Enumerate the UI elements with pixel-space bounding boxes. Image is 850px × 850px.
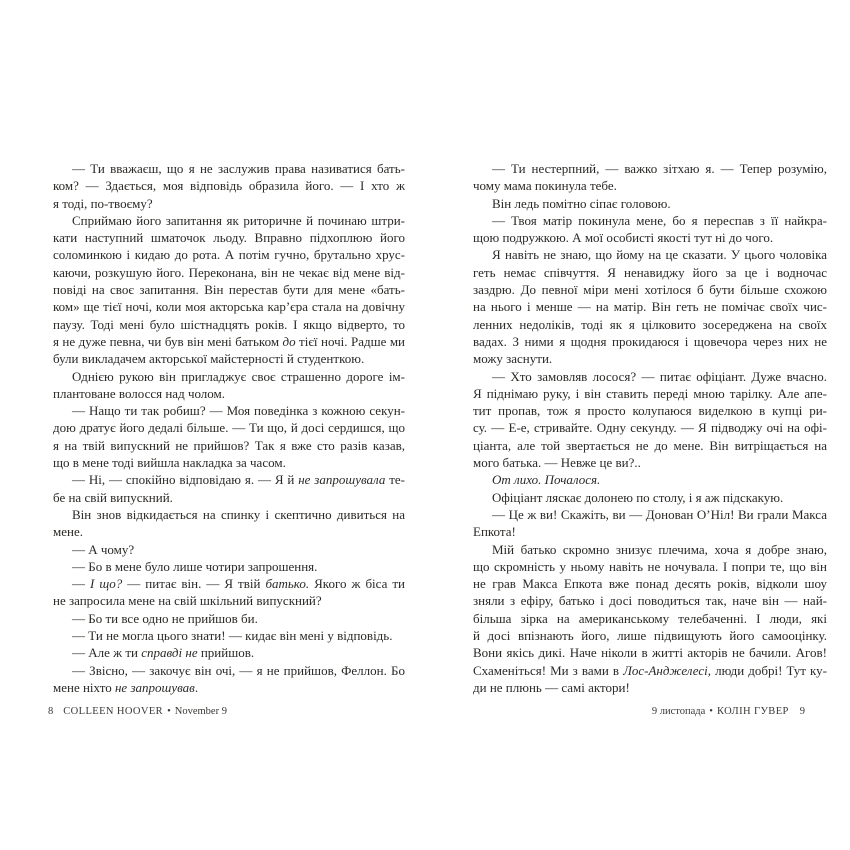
left-page-text [53,160,405,696]
text-line: — Ти нестерпний, — важко зітхаю я. — Тепер розумію, [492,161,827,176]
text-line: не грав Макса Епкота вже понад десять років, відколи шоу [473,576,827,592]
text-line: паузу. Тоді мені було шістнадцять років. І якщо відверто, то [53,316,405,332]
text-line: були викладачем акторської майстерності й студенткою. [53,351,365,367]
left-page-footer [48,706,227,717]
text-line: Вони якісь дикі. Наче ніколи в житті акторів не бачили. Агов! [473,645,827,661]
text-line: чому мама покинула тебе. [473,178,617,194]
text-line: зняли з ефіру, батько і досі поводиться так, наче він — най- [473,593,827,609]
right-page-footer [652,706,805,717]
text-line: — Це ж ви! Скажіть, ви — Донован О’Ніл! Ви грали Макса [492,506,827,522]
text-line: — Ні, — спокійно відповідаю я. — Я й не запрошувала те- [72,472,406,488]
text-line: заздрю. До певної міри мені хотілося б бути більше схожою [473,282,827,298]
text-line: От лихо. Почалося. [492,472,601,488]
text-line: — Але ж ти справді не прийшов. [72,645,255,661]
left-page-number: 8 [48,706,54,717]
text-line: мого батька. — Невже це ви?.. [473,455,641,471]
text-line: — Ти вважаєш, що я не заслужив права називатися бать- [72,161,405,176]
text-line: — Звісно, — закочує він очі, — я не прийшов, Феллон. Бо [72,662,405,678]
text-line: Офіціант ляскає долонею по столу, і я аж підскакую. [492,489,784,505]
right-page-text [473,160,827,696]
footer-bullet-icon: • [167,706,171,717]
text-line: геть немає співчуття. Я ненавиджу його за це і водночас [473,264,827,280]
text-line: Я навіть не знаю, що йому на це сказати. У цього чоловіка [492,247,827,263]
text-line: дою дратує його дедалі більше. — Ти що, й досі сердишся, що [53,420,405,436]
right-footer-title: 9 листопада [651,706,706,717]
left-footer-author: COLLEEN HOOVER [63,706,164,717]
text-line: — Хто замовляв лосося? — питає офіціант. Дуже вчасно. [492,368,827,384]
text-line: що в мене тоді вийшла накладка за часом. [53,455,286,471]
text-line: бе на свій випускний. [53,489,173,505]
text-line: — Нащо ти так робиш? — Моя поведінка з кожною секун- [72,403,405,419]
text-line: — Бо в мене було лише чотири запрошення. [72,558,318,574]
text-line: ленних недоліків, тоді як я цілковито зосереджена на своїх [473,316,827,332]
text-line: Сприймаю його запитання як риторичне й починаю штри- [72,212,405,228]
text-line: кати наступний шматочок льоду. Вправно підхоплюю його [53,230,405,246]
text-line: — Твоя матір покинула мене, бо я переспав з її найкра- [492,212,827,228]
text-line: Мій батько скромно знизує плечима, хоча я добре знаю, [492,541,827,557]
text-line: Він знов відкидається на спинку і скептично дивиться на [72,506,405,522]
text-line: плантоване волосся над чолом. [53,385,226,401]
text-line: Однією рукою він пригладжує своє страшенно дороге ім- [72,368,405,384]
text-line: можу заснути. [473,351,553,367]
text-line: щою подружкою. А мої особисті якості тут ні до чого. [473,230,774,246]
text-line: я на твій випускний не прийшов? Так я вже сто разів казав, [53,437,405,453]
footer-bullet-icon: • [709,706,713,717]
text-line: на нього і менше — на матір. Він геть не помічає своїх чис- [473,299,827,315]
text-line: тит пропав, тож я просто колупаюся виделкою в купці ри- [473,403,827,419]
text-line: не запросила мене на свій шкільний випускний? [53,593,322,609]
right-page-number: 9 [799,706,805,717]
text-line: мене ніхто не запрошував. [53,679,199,695]
text-line: ком» ще тієї ночі, коли моя акторська кар’єра стала на довічну [53,299,405,315]
text-line: Епкота! [473,524,516,540]
text-line: ди не плюнь — самі актори! [473,679,630,695]
text-line: Я піднімаю руку, і він ставить переді мною тарілку. Але апе- [473,385,827,401]
right-footer-author: КОЛІН ГУВЕР [716,706,789,717]
text-line: Він ледь помітно сіпає головою. [492,195,671,211]
text-line: мене. [53,524,83,540]
text-line: ком? — Здається, моя відповідь образила його. — І хто ж [53,178,405,194]
text-line: ціанта, але той звертається не до мене. Він витріщається на [473,437,827,453]
text-line: соломинкою і кидаю до рота. А потім гучно, брутально хрус- [53,247,405,263]
text-line: вадах. З ними я щодня прокидаюся і щовечора через них не [473,333,827,349]
text-line: я тоді, по-твоєму? [53,195,153,211]
text-line: каючи, розкушую його. Переконана, він не чекає від мене від- [53,264,405,280]
text-line: повіді на своє запитання. Він перестав бути для мене «бать- [53,282,405,298]
text-line: — А чому? [72,541,135,557]
text-line: що скромність у ньому навіть не ночувала. І попри те, що він [473,558,827,574]
left-footer-title: November 9 [174,706,227,717]
text-line: більша зірка на американському телебаченні. І люди, які [473,610,827,626]
text-line: — І що? — питає він. — Я твій батько. Якого ж біса ти [72,576,406,592]
text-line: — Ти не могла цього знати! — кидає він мені у відповідь. [72,628,393,644]
text-line: су. — Е-е, стривайте. Одну секунду. — Я підводжу очі на офі- [473,420,827,436]
text-line: я не дуже певна, чи був він мені батьком до тієї ночі. Радше ми [53,333,406,349]
text-line: Схаменіться! Ми з вами в Лос-Анджелесі, люди добрі! Тут ку- [473,662,828,678]
text-line: — Бо ти все одно не прийшов би. [72,610,258,626]
text-line: й досі впізнають його, лише підвищують його самооцінку. [473,628,827,644]
